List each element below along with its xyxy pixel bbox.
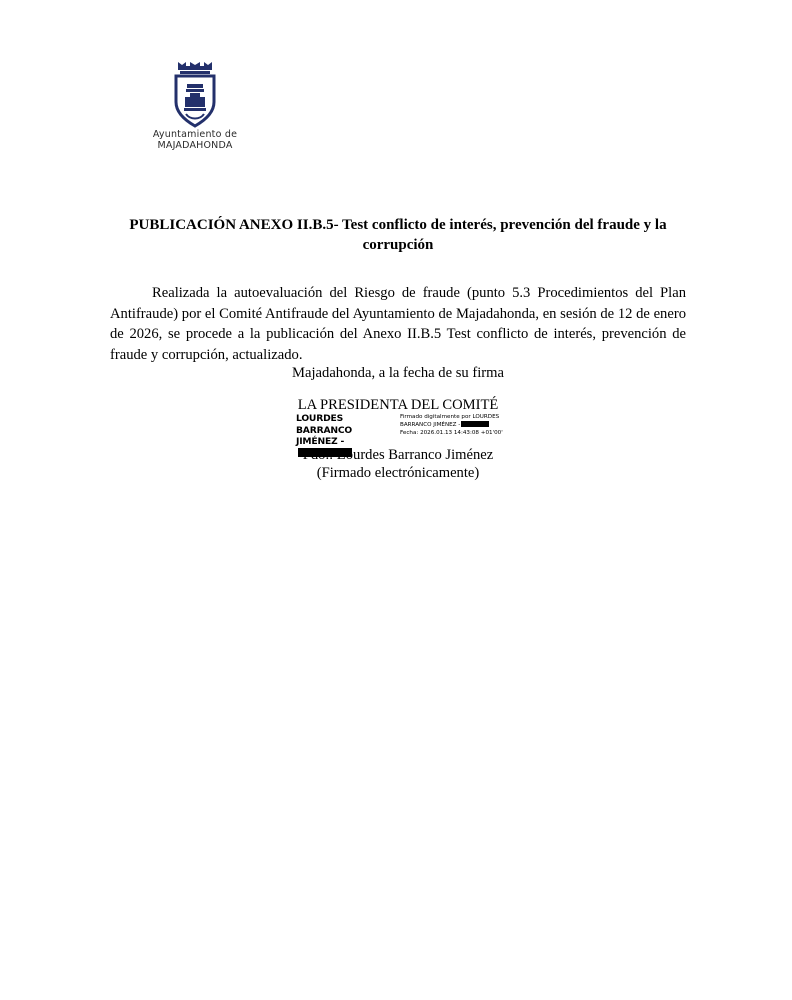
stamp-detail-line2: BARRANCO JIMÉNEZ - xyxy=(400,422,461,429)
signature-note: (Firmado electrónicamente) xyxy=(316,465,480,481)
signature-name: Fdo.: Lourdes Barranco Jiménez xyxy=(302,447,494,463)
stamp-detail-line1: Firmado digitalmente por LOURDES xyxy=(400,414,500,420)
place-date-line: Majadahonda, a la fecha de su firma xyxy=(292,365,504,381)
page-title: PUBLICACIÓN ANEXO II.B.5- Test conflicto de interés, prevención del fraude y la corrupción xyxy=(129,217,667,253)
redaction-bar-small xyxy=(461,421,489,427)
digital-signature-stamp xyxy=(296,413,504,447)
logo-text-line2: MAJADAHONDA xyxy=(157,139,233,151)
majadahonda-coat-of-arms-icon xyxy=(164,62,226,128)
stamp-detail-line3: Fecha: 2026.01.13 14:43:08 +01'00' xyxy=(400,429,503,436)
stamp-signer-name-line1: LOURDES BARRANCO xyxy=(296,413,353,436)
stamp-details xyxy=(400,413,504,437)
logo-text-line1: Ayuntamiento de xyxy=(152,129,238,140)
logo-text xyxy=(110,130,280,151)
signature-heading: LA PRESIDENTA DEL COMITÉ xyxy=(297,397,499,413)
stamp-signer-name-line2: JIMÉNEZ - xyxy=(296,436,345,447)
institution-logo xyxy=(110,62,280,151)
body-paragraph: Realizada la autoevaluación del Riesgo de fraude (punto 5.3 Procedimientos del Plan Antifraude) por el Comité Antifraude del Ayuntamiento de Majadahonda, en sesión de 12 de enero de 2026, se procede a la publicación del Anexo II.B.5 Test conflicto de interés, prevención de fraude y corrupción, actualizado. xyxy=(110,285,686,363)
